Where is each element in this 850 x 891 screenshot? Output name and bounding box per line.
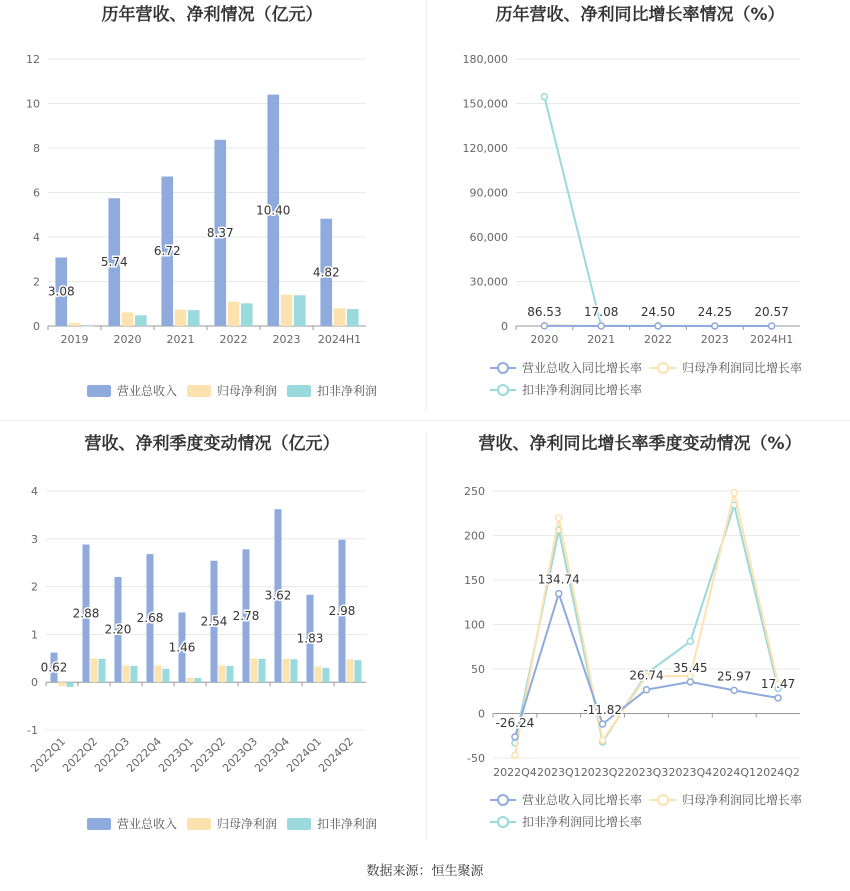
quarterly-data-label: 1.46 xyxy=(168,640,196,655)
annual-xtick-label: 2022 xyxy=(219,333,248,346)
quarterly_growth-point-1 xyxy=(644,687,650,693)
annual_growth-xtick-label: 2021 xyxy=(587,333,616,346)
annual_growth-ytick-label: 60,000 xyxy=(469,231,508,244)
quarterly-ytick-label: 2 xyxy=(31,580,38,594)
annual-xtick-label: 2020 xyxy=(113,333,142,346)
quarterly-xtick-label: 2023Q3 xyxy=(220,734,261,775)
annual-bar-2 xyxy=(228,302,240,326)
quarterly_growth-point-2 xyxy=(731,490,737,496)
quarterly-bar-3 xyxy=(226,666,233,682)
quarterly-bar-3 xyxy=(258,659,265,682)
annual-data-label: 3.08 xyxy=(47,284,75,299)
quarterly_growth-point-1 xyxy=(731,687,737,693)
annual_growth-data-label: 24.50 xyxy=(640,304,676,319)
quarterly_growth-point-1 xyxy=(556,591,562,597)
quarterly-bar-3 xyxy=(354,660,361,682)
annual-data-label: 4.82 xyxy=(312,265,340,280)
annual_growth-ytick-label: 0 xyxy=(501,320,508,333)
annual_growth-legend-marker xyxy=(498,385,508,395)
annual-xtick-label: 2019 xyxy=(60,333,89,346)
quarterly-xtick-label: 2022Q1 xyxy=(28,734,69,775)
annual-bar-3 xyxy=(347,309,359,326)
quarterly-bar-3 xyxy=(66,682,73,687)
quarterly-xtick-label: 2022Q3 xyxy=(92,734,133,775)
quarterly-ytick-label: 0 xyxy=(31,676,38,690)
annual-title: 历年营收、净利情况（亿元） xyxy=(101,5,323,25)
annual-ytick-label: 4 xyxy=(33,231,40,244)
annual_growth-data-label: 17.08 xyxy=(584,304,619,319)
quarterly_growth-legend-label: 营业总收入同比增长率 xyxy=(522,793,643,807)
quarterly_growth-xtick-label: 2024Q2 xyxy=(756,766,800,779)
annual-ytick-label: 6 xyxy=(33,186,40,200)
quarterly_growth-ytick-label: 250 xyxy=(464,485,485,498)
quarterly-ytick-label: 3 xyxy=(31,532,38,546)
quarterly_growth-data-label: -26.24 xyxy=(495,715,535,730)
annual_growth-title: 历年营收、净利同比增长率情况（%） xyxy=(495,5,785,25)
quarterly-bar-3 xyxy=(322,668,329,682)
annual-bar-2 xyxy=(281,295,293,326)
annual-data-label: 8.37 xyxy=(206,225,234,240)
quarterly_growth-data-label: -11.82 xyxy=(583,703,622,718)
annual-legend-label: 归母净利润 xyxy=(217,384,278,398)
annual_growth-ytick-label: 120,000 xyxy=(462,142,508,155)
quarterly_growth-ytick-label: 200 xyxy=(464,529,485,543)
annual_growth-point-1 xyxy=(655,323,661,329)
annual_growth-legend-marker xyxy=(498,363,508,373)
annual-ytick-label: 0 xyxy=(33,320,40,333)
quarterly_growth-point-2 xyxy=(600,737,606,743)
quarterly-legend-swatch xyxy=(187,818,211,830)
quarterly-bar-2 xyxy=(346,659,353,682)
quarterly_growth-legend-label: 归母净利润同比增长率 xyxy=(682,793,803,807)
annual_growth-point-1 xyxy=(598,323,604,329)
quarterly-xtick-label: 2023Q4 xyxy=(252,734,293,775)
quarterly-bar-2 xyxy=(58,682,65,686)
quarterly_growth-legend-label: 扣非净利润同比增长率 xyxy=(522,815,643,829)
annual-legend-swatch xyxy=(287,385,311,397)
annual-ytick-label: 12 xyxy=(26,53,40,66)
quarterly-bar-2 xyxy=(186,678,193,682)
quarterly_growth-point-1 xyxy=(512,734,518,740)
quarterly-ytick-label: 4 xyxy=(31,485,38,498)
annual_growth-ytick-label: 150,000 xyxy=(462,97,508,111)
quarterly-ytick-label: -1 xyxy=(27,724,38,737)
annual-data-label: 10.40 xyxy=(256,203,291,218)
quarterly_growth-xtick-label: 2023Q4 xyxy=(668,766,713,779)
quarterly-data-label: 1.83 xyxy=(296,631,324,646)
quarterly-bar-2 xyxy=(122,665,129,682)
quarterly-data-label: 2.68 xyxy=(136,611,164,626)
quarterly-bar-3 xyxy=(130,666,137,682)
quarterly_growth-data-label: 35.45 xyxy=(673,660,708,675)
annual-bar-2 xyxy=(175,310,187,326)
annual-legend-label: 扣非净利润 xyxy=(317,384,378,398)
quarterly-bar-3 xyxy=(290,659,297,682)
annual-bar-2 xyxy=(334,308,346,326)
annual_growth-ytick-label: 30,000 xyxy=(469,275,508,289)
annual-bar-3 xyxy=(294,295,306,326)
quarterly_growth-ytick-label: 100 xyxy=(464,618,485,632)
quarterly-data-label: 0.62 xyxy=(40,660,68,675)
quarterly_growth-legend-marker xyxy=(658,795,668,805)
quarterly-bar-2 xyxy=(90,658,97,682)
annual_growth-data-label: 20.57 xyxy=(754,304,789,319)
annual-xtick-label: 2021 xyxy=(166,333,195,346)
quarterly_growth-ytick-label: 0 xyxy=(478,707,485,721)
quarterly-bar-2 xyxy=(314,666,321,682)
quarterly-bar-2 xyxy=(250,658,257,682)
annual-bar-3 xyxy=(241,303,253,326)
quarterly-data-label: 2.88 xyxy=(72,606,100,621)
quarterly-data-label: 2.20 xyxy=(104,622,132,637)
quarterly-title: 营收、净利季度变动情况（亿元） xyxy=(84,434,340,454)
quarterly_growth-point-1 xyxy=(775,695,781,701)
annual_growth-xtick-label: 2022 xyxy=(644,333,672,346)
annual-ytick-label: 10 xyxy=(26,97,40,111)
annual_growth-xtick-label: 2024H1 xyxy=(749,333,794,346)
quarterly-bar-2 xyxy=(154,665,161,682)
annual_growth-legend-label: 归母净利润同比增长率 xyxy=(682,361,803,375)
quarterly_growth-ytick-label: 150 xyxy=(464,574,485,587)
quarterly-data-label: 2.54 xyxy=(200,614,228,629)
quarterly-xtick-label: 2022Q2 xyxy=(60,734,101,775)
annual-bar-3 xyxy=(135,315,147,326)
quarterly_growth-line-1 xyxy=(515,594,778,737)
annual-legend-swatch xyxy=(87,385,111,397)
annual_growth-legend-label: 扣非净利润同比增长率 xyxy=(522,383,643,397)
quarterly_growth-xtick-label: 2022Q4 xyxy=(493,766,537,779)
quarterly_growth-legend-marker xyxy=(498,795,508,805)
quarterly-legend-label: 扣非净利润 xyxy=(317,817,378,831)
annual_growth-xtick-label: 2023 xyxy=(700,333,729,346)
quarterly-bar-2 xyxy=(218,665,225,682)
quarterly_growth-legend-marker xyxy=(498,817,508,827)
annual_growth-ytick-label: 90,000 xyxy=(469,186,508,200)
annual_growth-xtick-label: 2020 xyxy=(530,333,559,346)
quarterly-bar-2 xyxy=(282,659,289,682)
annual-ytick-label: 8 xyxy=(33,142,40,155)
annual_growth-data-label: 24.25 xyxy=(697,304,732,319)
quarterly_growth-point-1 xyxy=(600,721,606,727)
quarterly-xtick-label: 2023Q1 xyxy=(156,734,197,775)
annual-legend-label: 营业总收入 xyxy=(117,384,178,398)
quarterly-legend-label: 归母净利润 xyxy=(217,817,278,831)
annual_growth-point-1 xyxy=(769,323,775,329)
quarterly-xtick-label: 2024Q1 xyxy=(284,734,325,775)
annual_growth-line-3 xyxy=(544,97,771,326)
annual-data-label: 5.74 xyxy=(100,255,128,270)
quarterly_growth-data-label: 134.74 xyxy=(537,572,580,587)
annual-bar-3 xyxy=(82,326,94,327)
quarterly_growth-point-3 xyxy=(687,638,693,644)
annual-bar-2 xyxy=(69,323,81,326)
quarterly-data-label: 2.98 xyxy=(328,603,356,618)
annual-xtick-label: 2023 xyxy=(272,333,301,346)
annual_growth-point-1 xyxy=(712,323,718,329)
annual_growth-legend-marker xyxy=(658,363,668,373)
quarterly_growth-ytick-label: -50 xyxy=(467,752,485,765)
quarterly-bar-3 xyxy=(162,669,169,682)
annual-xtick-label: 2024H1 xyxy=(317,333,362,346)
annual-bar-2 xyxy=(122,312,134,326)
quarterly_growth-point-2 xyxy=(556,515,562,521)
quarterly-bar-3 xyxy=(194,678,201,682)
quarterly_growth-xtick-label: 2024Q1 xyxy=(712,766,757,779)
quarterly-ytick-label: 1 xyxy=(31,628,38,642)
annual-legend-swatch xyxy=(187,385,211,397)
quarterly-legend-swatch xyxy=(287,818,311,830)
quarterly-xtick-label: 2023Q2 xyxy=(188,734,229,775)
data-source-note: 数据来源：恒生聚源 xyxy=(366,864,484,879)
annual-ytick-label: 2 xyxy=(33,275,40,289)
annual-data-label: 6.72 xyxy=(153,244,181,259)
quarterly_growth-xtick-label: 2023Q1 xyxy=(536,766,581,779)
quarterly_growth-title: 营收、净利同比增长率季度变动情况（%） xyxy=(478,434,802,454)
quarterly_growth-xtick-label: 2023Q2 xyxy=(580,766,625,779)
quarterly_growth-xtick-label: 2023Q3 xyxy=(624,766,669,779)
quarterly_growth-data-label: 26.74 xyxy=(629,668,664,683)
annual_growth-data-label: 86.53 xyxy=(527,304,562,319)
quarterly-legend-label: 营业总收入 xyxy=(117,817,178,831)
quarterly-legend-swatch xyxy=(87,818,111,830)
quarterly_growth-point-1 xyxy=(687,679,693,685)
annual_growth-ytick-label: 180,000 xyxy=(462,53,508,66)
quarterly_growth-data-label: 25.97 xyxy=(717,669,752,684)
quarterly-xtick-label: 2024Q2 xyxy=(316,734,357,775)
annual_growth-point-3 xyxy=(541,94,547,100)
annual-bar-3 xyxy=(188,310,200,326)
annual_growth-point-1 xyxy=(541,323,547,329)
quarterly_growth-ytick-label: 50 xyxy=(471,663,485,676)
quarterly-xtick-label: 2022Q4 xyxy=(124,734,165,775)
annual_growth-legend-label: 营业总收入同比增长率 xyxy=(522,361,643,375)
quarterly-data-label: 3.62 xyxy=(264,588,292,603)
quarterly_growth-data-label: 17.47 xyxy=(760,676,796,691)
quarterly-bar-3 xyxy=(98,659,105,682)
quarterly_growth-point-2 xyxy=(512,752,518,758)
quarterly-data-label: 2.78 xyxy=(232,608,260,623)
